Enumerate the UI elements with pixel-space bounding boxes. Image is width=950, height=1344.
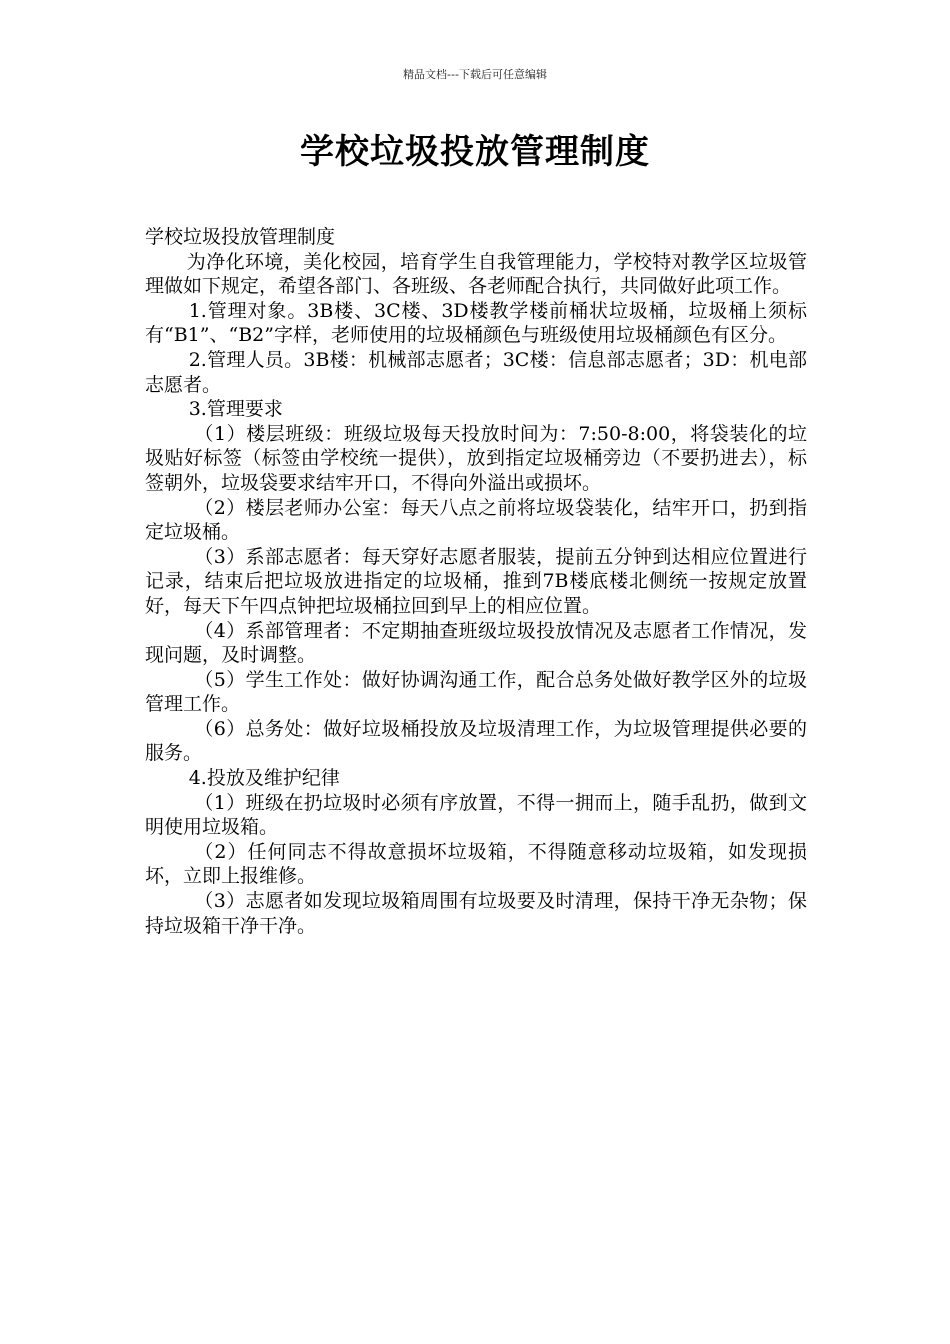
paragraph-item-4-3: （3）志愿者如发现垃圾箱周围有垃圾要及时清理，保持干净无杂物；保持垃圾箱干净干净。 — [145, 890, 807, 937]
paragraph-item-3-2: （2）楼层老师办公室：每天八点之前将垃圾袋装化，结牢开口，扔到指定垃圾桶。 — [145, 496, 807, 544]
paragraph-item-3-6: （6）总务处：做好垃圾桶投放及垃圾清理工作，为垃圾管理提供必要的服务。 — [145, 717, 807, 765]
paragraph-item-4-1: （1）班级在扔垃圾时必须有序放置，不得一拥而上，随手乱扔，做到文明使用垃圾箱。 — [145, 791, 807, 839]
paragraph-item-4-2: （2）任何同志不得故意损坏垃圾箱，不得随意移动垃圾箱，如发现损坏，立即上报维修。 — [145, 840, 807, 888]
paragraph-section-4-heading: 4.投放及维护纪律 — [188, 767, 340, 790]
document-title: 学校垃圾投放管理制度 — [300, 132, 650, 172]
paragraph-item-3-1: （1）楼层班级：班级垃圾每天投放时间为：7:50-8:00，将袋装化的垃圾贴好标签（标签由学校统一提供），放到指定垃圾桶旁边（不要扔进去），标签朝外，垃圾袋要求结牢开口，不得向外溢出或损坏。 — [145, 422, 807, 494]
paragraph-item-3-4: （4）系部管理者：不定期抽查班级垃圾投放情况及志愿者工作情况，发现问题，及时调整。 — [145, 619, 807, 667]
paragraph-section-1: 1.管理对象。3B楼、3C楼、3D楼教学楼前桶状垃圾桶，垃圾桶上须标有“B1”、“B2”字样，老师使用的垃圾桶颜色与班级使用垃圾桶颜色有区分。 — [145, 299, 807, 347]
paragraph-subtitle: 学校垃圾投放管理制度 — [145, 226, 336, 248]
header-note: 精品文档---下载后可任意编辑 — [403, 68, 547, 81]
document-body — [145, 225, 807, 938]
paragraph-item-3-3: （3）系部志愿者：每天穿好志愿者服装，提前五分钟到达相应位置进行记录，结束后把垃圾放进指定的垃圾桶，推到7B楼底楼北侧统一按规定放置好，每天下午四点钟把垃圾桶拉回到早上的相应位置。 — [145, 545, 807, 617]
paragraph-item-3-5: （5）学生工作处：做好协调沟通工作，配合总务处做好教学区外的垃圾管理工作。 — [145, 668, 807, 716]
paragraph-intro: 为净化环境，美化校园，培育学生自我管理能力，学校特对教学区垃圾管理做如下规定，希望各部门、各班级、各老师配合执行，共同做好此项工作。 — [145, 250, 807, 298]
paragraph-section-2: 2.管理人员。3B楼：机械部志愿者；3C楼：信息部志愿者；3D：机电部志愿者。 — [145, 348, 807, 396]
paragraph-section-3-heading: 3.管理要求 — [188, 398, 283, 421]
